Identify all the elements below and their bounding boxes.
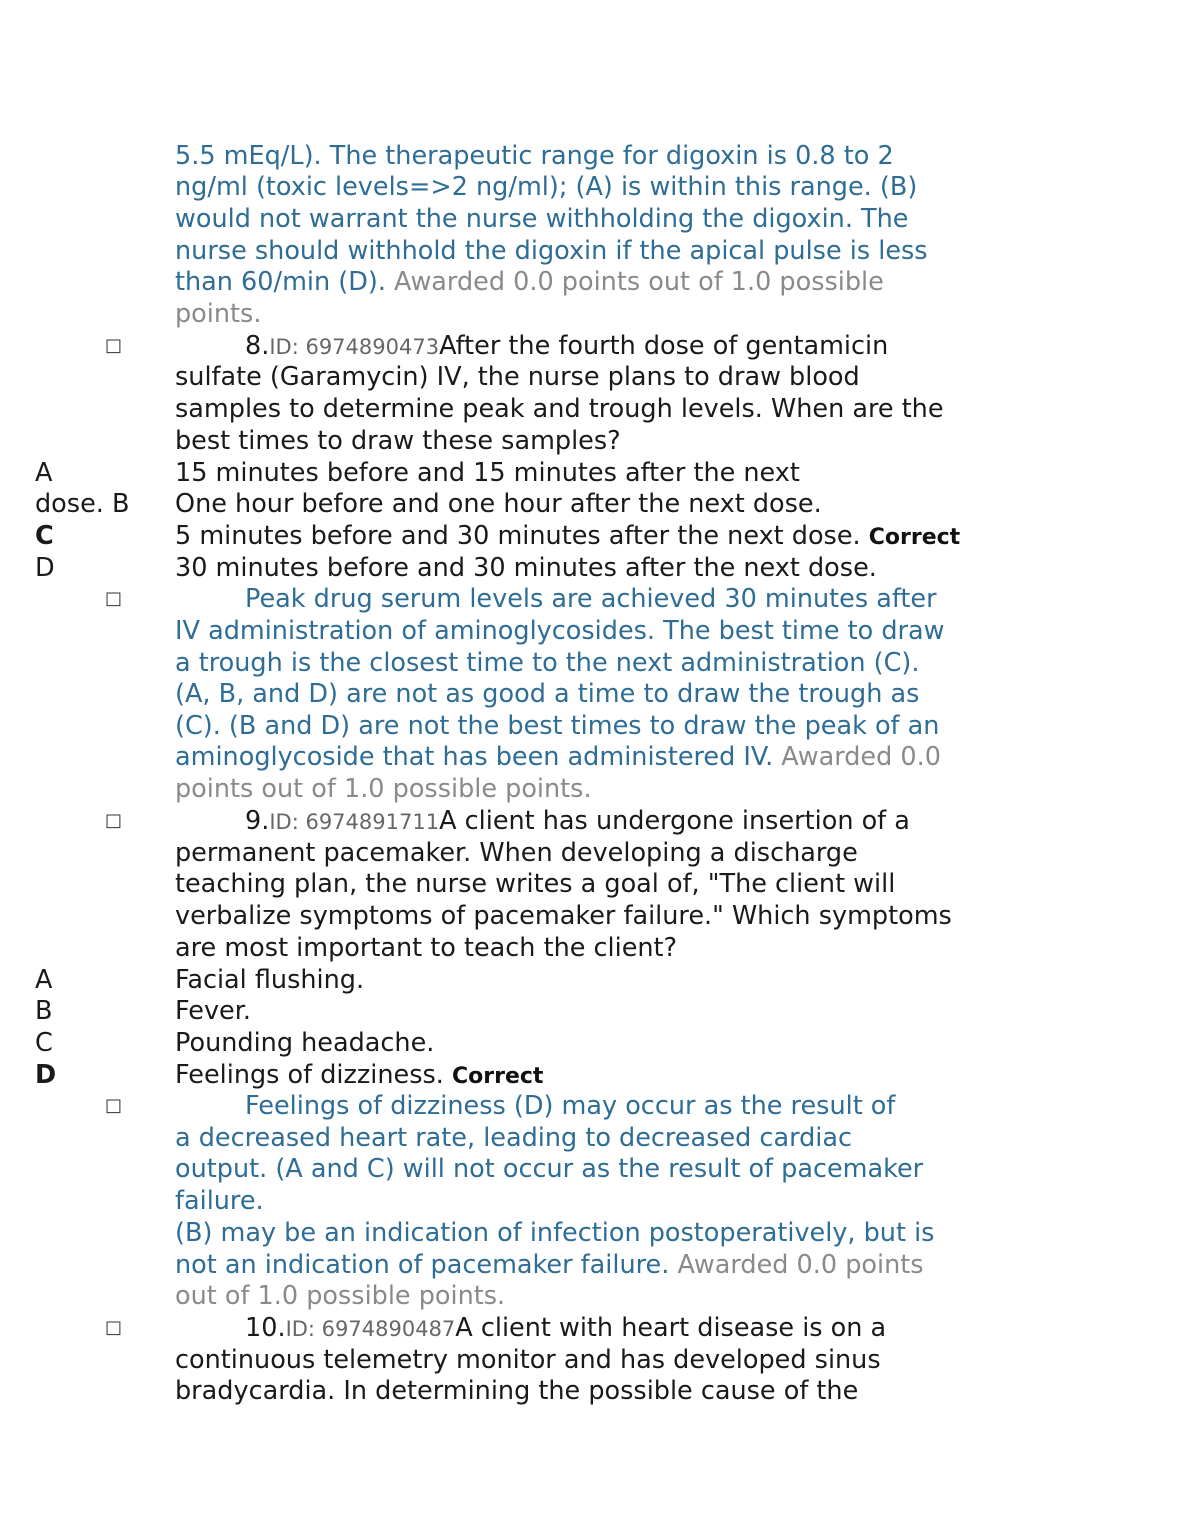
q8-number: 8. [245,331,270,361]
q8-rationale-line: a trough is the closest time to the next administration (C). [175,648,920,678]
q9-stem-line: verbalize symptoms of pacemaker failure." Which symptoms [175,901,952,931]
q9-option-d[interactable] [175,1059,543,1093]
q9-stem-line: are most important to teach the client? [175,933,678,963]
q9-stem-line: teaching plan, the nurse writes a goal of, "The client will [175,869,896,899]
q8-rationale-line: (C). (B and D) are not the best times to draw the peak of an [175,711,940,741]
q7-rationale-line: would not warrant the nurse withholding the digoxin. The [175,204,909,234]
q8-rationale-line: (A, B, and D) are not as good a time to draw the trough as [175,679,920,709]
q9-stem-line: permanent pacemaker. When developing a discharge [175,838,858,868]
q10-id: ID: 6974890487 [285,1317,456,1341]
q9-option-a-text[interactable]: Facial flushing. [175,965,365,995]
q8-rationale-bullet-icon: □ [105,588,123,609]
q8-option-c[interactable] [175,520,960,554]
correct-badge: Correct [452,1064,544,1089]
q9-option-b-text[interactable]: Fever. [175,996,251,1026]
q9-rationale-line: a decreased heart rate, leading to decreased cardiac [175,1123,853,1153]
q9-option-a-letter: A [35,965,53,995]
q8-stem-line: best times to draw these samples? [175,426,621,456]
q9-option-d-text: Feelings of dizziness. [175,1060,444,1090]
q8-option-c-text: 5 minutes before and 30 minutes after the next dose. [175,521,861,551]
q8-bullet-icon: □ [105,335,123,356]
q9-option-c-text[interactable]: Pounding headache. [175,1028,435,1058]
q8-option-a-letter: A [35,458,53,488]
q8-rationale-first-text: Peak drug serum levels are achieved 30 minutes after [245,584,937,614]
q8-stem-text: After the fourth dose of gentamicin [439,331,889,361]
q7-awarded-text-cont: points. [175,299,262,329]
q10-stem-text: A client with heart disease is on a [455,1313,887,1343]
q9-awarded-text: Awarded 0.0 points [669,1250,924,1280]
q9-rationale-line: (B) may be an indication of infection postoperatively, but is [175,1218,935,1248]
q8-awarded-text-cont: points out of 1.0 possible points. [175,774,592,804]
q7-rationale-last-line [175,266,884,298]
q9-rationale-bullet-icon: □ [105,1095,123,1116]
q9-rationale-first-text: Feelings of dizziness (D) may occur as the result of [245,1091,896,1121]
q9-bullet-icon: □ [105,810,123,831]
q8-rationale-last-line [175,741,941,773]
q8-option-d-letter: D [35,553,55,583]
q9-option-d-letter: D [35,1060,57,1090]
q7-awarded-text: Awarded 0.0 points out of 1.0 possible [385,267,884,297]
q9-rationale-line: output. (A and C) will not occur as the result of pacemaker [175,1154,924,1184]
q10-stem-first [175,1312,886,1345]
q9-rationale-line: failure. [175,1186,264,1216]
q7-rationale-line: 5.5 mEq/L). The therapeutic range for digoxin is 0.8 to 2 [175,141,894,171]
q8-id: ID: 6974890473 [269,335,440,359]
q8-stem-first [175,330,888,363]
q9-number: 9. [245,806,270,836]
q8-rationale-first [175,583,937,615]
correct-badge: Correct [868,525,961,550]
q9-id: ID: 6974891711 [269,810,440,834]
q9-option-c-letter: C [35,1028,53,1058]
q8-option-b-text[interactable]: One hour before and one hour after the next dose. [175,489,822,519]
q7-rationale-line: nurse should withhold the digoxin if the apical pulse is less [175,236,928,266]
q9-option-b-letter: B [35,996,53,1026]
q8-rationale-text: aminoglycoside that has been administered IV. [175,742,774,772]
q8-option-a-text[interactable]: 15 minutes before and 15 minutes after the next [175,458,800,488]
q7-rationale-line: ng/ml (toxic levels=>2 ng/ml); (A) is within this range. (B) [175,172,918,202]
q9-stem-first [175,805,910,838]
q8-option-b-letter: dose. B [35,489,130,519]
q8-rationale-line: IV administration of aminoglycosides. The best time to draw [175,616,945,646]
q10-number: 10. [245,1313,286,1343]
q9-stem-text: A client has undergone insertion of a [439,806,910,836]
q8-option-c-letter: C [35,521,54,551]
q9-rationale-text: not an indication of pacemaker failure. [175,1250,670,1280]
q7-rationale-text: than 60/min (D). [175,267,386,297]
q8-option-d-text[interactable]: 30 minutes before and 30 minutes after the next dose. [175,553,877,583]
q10-bullet-icon: □ [105,1317,123,1338]
q8-awarded-text: Awarded 0.0 [773,742,941,772]
q9-rationale-first [175,1090,895,1122]
q9-awarded-text-cont: out of 1.0 possible points. [175,1281,506,1311]
q10-stem-line: bradycardia. In determining the possible cause of the [175,1376,859,1406]
q10-stem-line: continuous telemetry monitor and has developed sinus [175,1345,881,1375]
q8-stem-line: sulfate (Garamycin) IV, the nurse plans to draw blood [175,362,860,392]
q9-rationale-last-line [175,1249,924,1281]
q8-stem-line: samples to determine peak and trough levels. When are the [175,394,944,424]
